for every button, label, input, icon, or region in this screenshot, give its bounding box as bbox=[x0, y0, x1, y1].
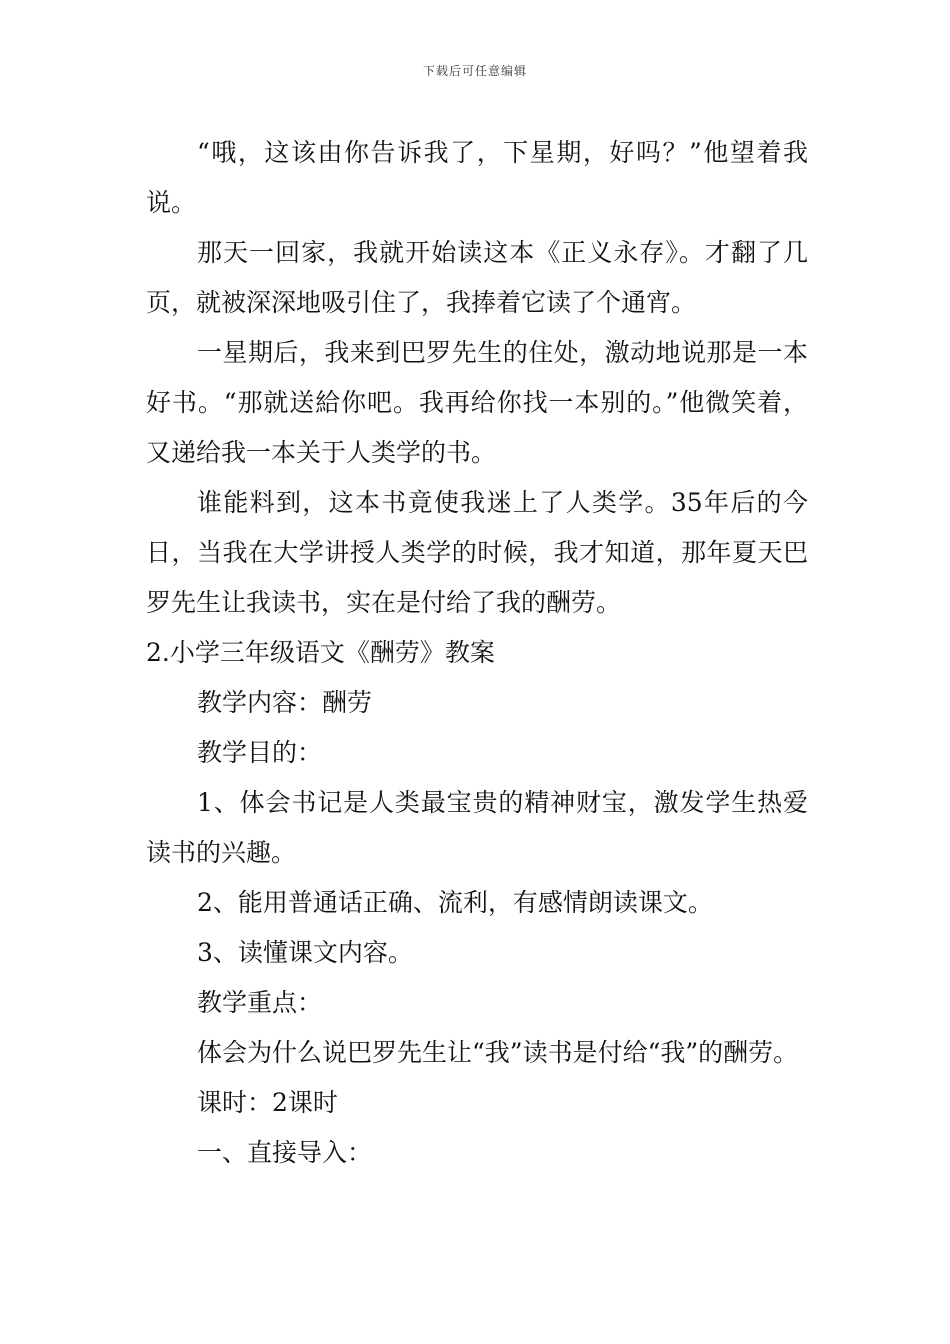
list-item: 2、能用普通话正确、流利，有感情朗读课文。 bbox=[197, 888, 713, 917]
paragraph: “哦，这该由你告诉我了，下星期，好吗？”他望着我说。 bbox=[146, 138, 808, 217]
list-item: 1、体会书记是人类最宝贵的精神财宝，激发学生热爱读书的兴趣。 bbox=[146, 788, 808, 867]
page-header: 下载后可任意编辑 bbox=[422, 64, 527, 78]
section-heading: 2.小学三年级语文《酬劳》教案 bbox=[146, 638, 495, 667]
paragraph: 一、直接导入： bbox=[197, 1138, 373, 1167]
paragraph: 教学目的： bbox=[197, 738, 323, 767]
document-body bbox=[146, 128, 808, 1178]
paragraph: 教学重点： bbox=[197, 988, 323, 1017]
paragraph: 谁能料到，这本书竟使我迷上了人类学。35年后的今日，当我在大学讲授人类学的时候，我才知道，那年夏天巴罗先生让我读书，实在是付给了我的酬劳。 bbox=[146, 488, 808, 617]
paragraph: 体会为什么说巴罗先生让“我”读书是付给“我”的酬劳。 bbox=[197, 1038, 799, 1067]
paragraph: 课时：2课时 bbox=[197, 1088, 338, 1117]
paragraph: 一星期后，我来到巴罗先生的住处，激动地说那是一本好书。“那就送給你吧。我再给你找一本别的。”他微笑着，又递给我一本关于人类学的书。 bbox=[146, 338, 808, 467]
list-item: 3、读懂课文内容。 bbox=[197, 938, 413, 967]
paragraph: 教学内容：酬劳 bbox=[197, 688, 373, 717]
paragraph: 那天一回家，我就开始读这本《正义永存》。才翻了几页，就被深深地吸引住了，我捧着它读了个通宵。 bbox=[146, 238, 808, 317]
